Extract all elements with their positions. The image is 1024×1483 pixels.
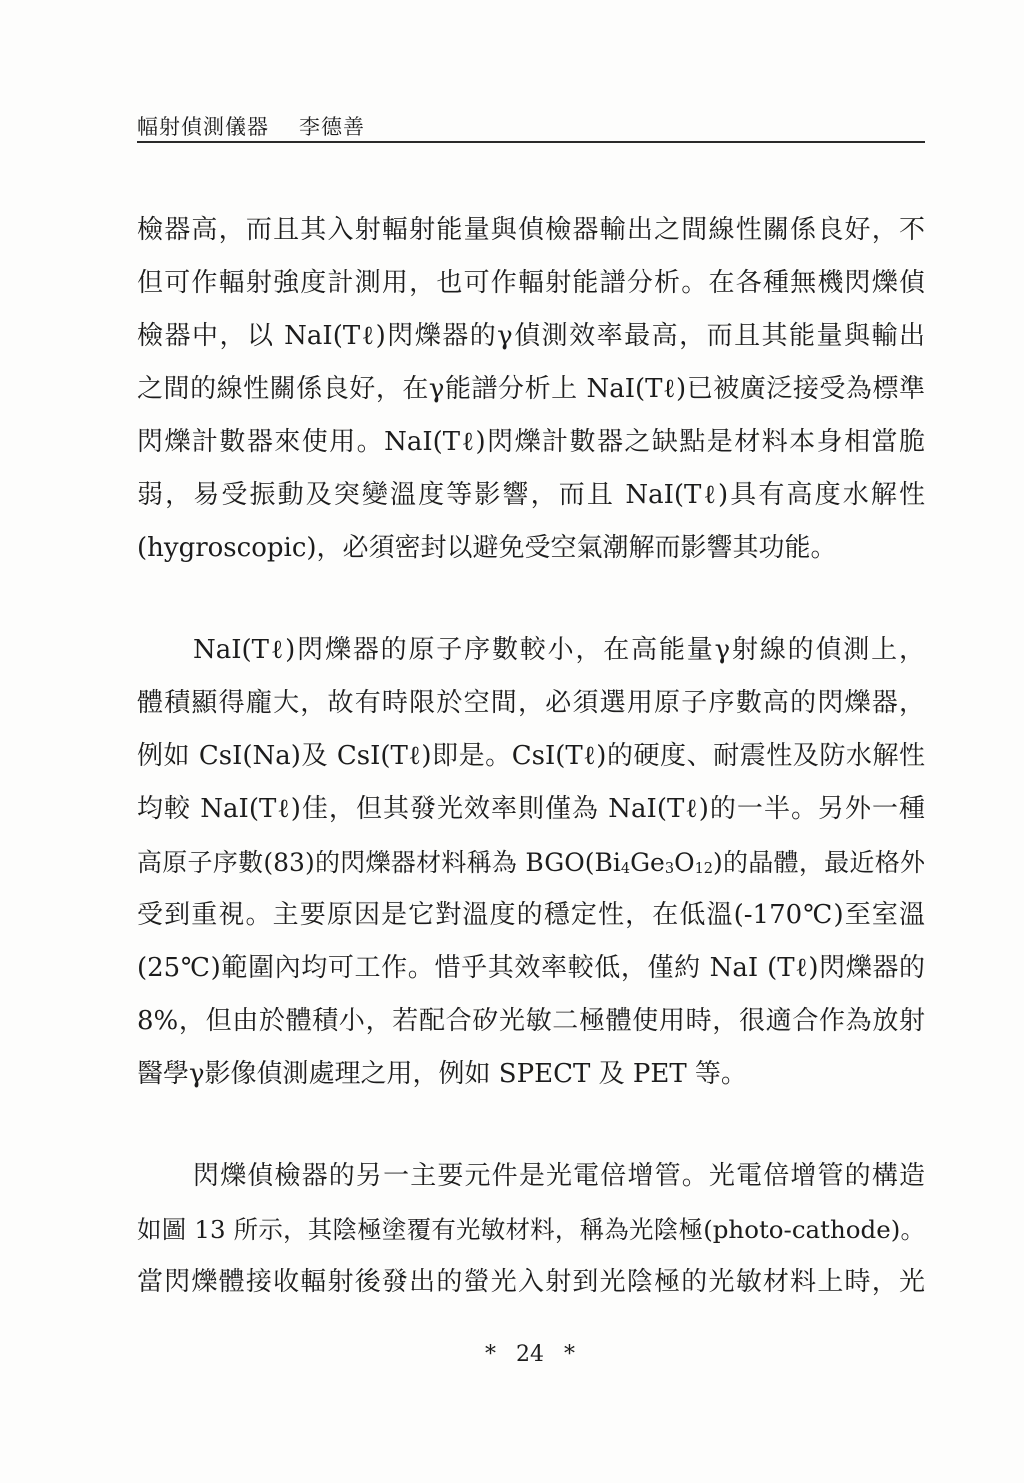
body-line: 醫學γ影像偵測處理之用，例如 SPECT 及 PET 等。 [137,1059,747,1089]
body-line: 當閃爍體接收輻射後發出的螢光入射到光陰極的光敏材料上時，光 [137,1267,925,1297]
body-line: 之間的線性關係良好，在γ能譜分析上 NaI(Tℓ)已被廣泛接受為標準 [137,374,925,404]
formula-element: O [674,848,695,877]
page-header [137,112,925,142]
formula-element: Ge [630,848,665,877]
body-line: 檢器中，以 NaI(Tℓ)閃爍器的γ偵測效率最高，而且其能量與輸出 [137,321,925,351]
footer-star-right: * [564,1342,575,1367]
document-body [137,204,925,1309]
body-line: 檢器高，而且其入射輻射能量與偵檢器輸出之間線性關係良好，不 [137,215,925,245]
paragraph-2 [137,624,925,1101]
formula-subscript: 4 [620,861,631,878]
body-line: 受到重視。主要原因是它對溫度的穩定性，在低溫(-170℃)至室溫 [137,900,925,930]
body-line: 均較 NaI(Tℓ)佳，但其發光效率則僅為 NaI(Tℓ)的一半。另外一種 [137,794,925,824]
page-footer [0,1338,1024,1372]
paragraph-1 [137,204,925,575]
formula-line-after: )的晶體，最近格外 [713,848,925,877]
body-line: 例如 CsI(Na)及 CsI(Tℓ)即是。CsI(Tℓ)的硬度、耐震性及防水解性 [137,741,925,771]
body-line: 體積顯得龐大，故有時限於空間，必須選用原子序數高的閃爍器， [137,688,925,718]
header-title: 幅射偵測儀器 [137,115,269,139]
formula-subscript: 12 [694,861,714,878]
body-line: 弱，易受振動及突變溫度等影響，而且 NaI(Tℓ)具有高度水解性 [137,480,925,510]
page-number: 24 [516,1342,544,1367]
body-line: 閃爍偵檢器的另一主要元件是光電倍增管。光電倍增管的構造 [193,1161,925,1191]
body-line: NaI(Tℓ)閃爍器的原子序數較小，在高能量γ射線的偵測上， [193,635,925,665]
paragraph-3 [137,1150,925,1309]
body-line: 如圖 13 所示，其陰極塗覆有光敏材料，稱為光陰極(photo-cathode)。 [137,1215,925,1244]
body-line: (hygroscopic)，必須密封以避免受空氣潮解而影響其功能。 [137,533,837,563]
footer-star-left: * [485,1342,496,1367]
header-author: 李德善 [299,115,365,139]
body-line-formula [137,836,925,889]
body-line: 閃爍計數器來使用。NaI(Tℓ)閃爍計數器之缺點是材料本身相當脆 [137,427,925,457]
body-line: (25℃)範圍內均可工作。惜乎其效率較低，僅約 NaI (Tℓ)閃爍器的 [137,953,925,983]
header-rule [137,141,925,143]
body-line: 8%，但由於體積小，若配合矽光敏二極體使用時，很適合作為放射 [137,1006,925,1036]
body-line: 但可作輻射強度計測用，也可作輻射能譜分析。在各種無機閃爍偵 [137,268,925,298]
formula-line-before: 高原子序數(83)的閃爍器材料稱為 BGO(Bi [137,848,621,877]
formula-subscript: 3 [664,861,675,878]
